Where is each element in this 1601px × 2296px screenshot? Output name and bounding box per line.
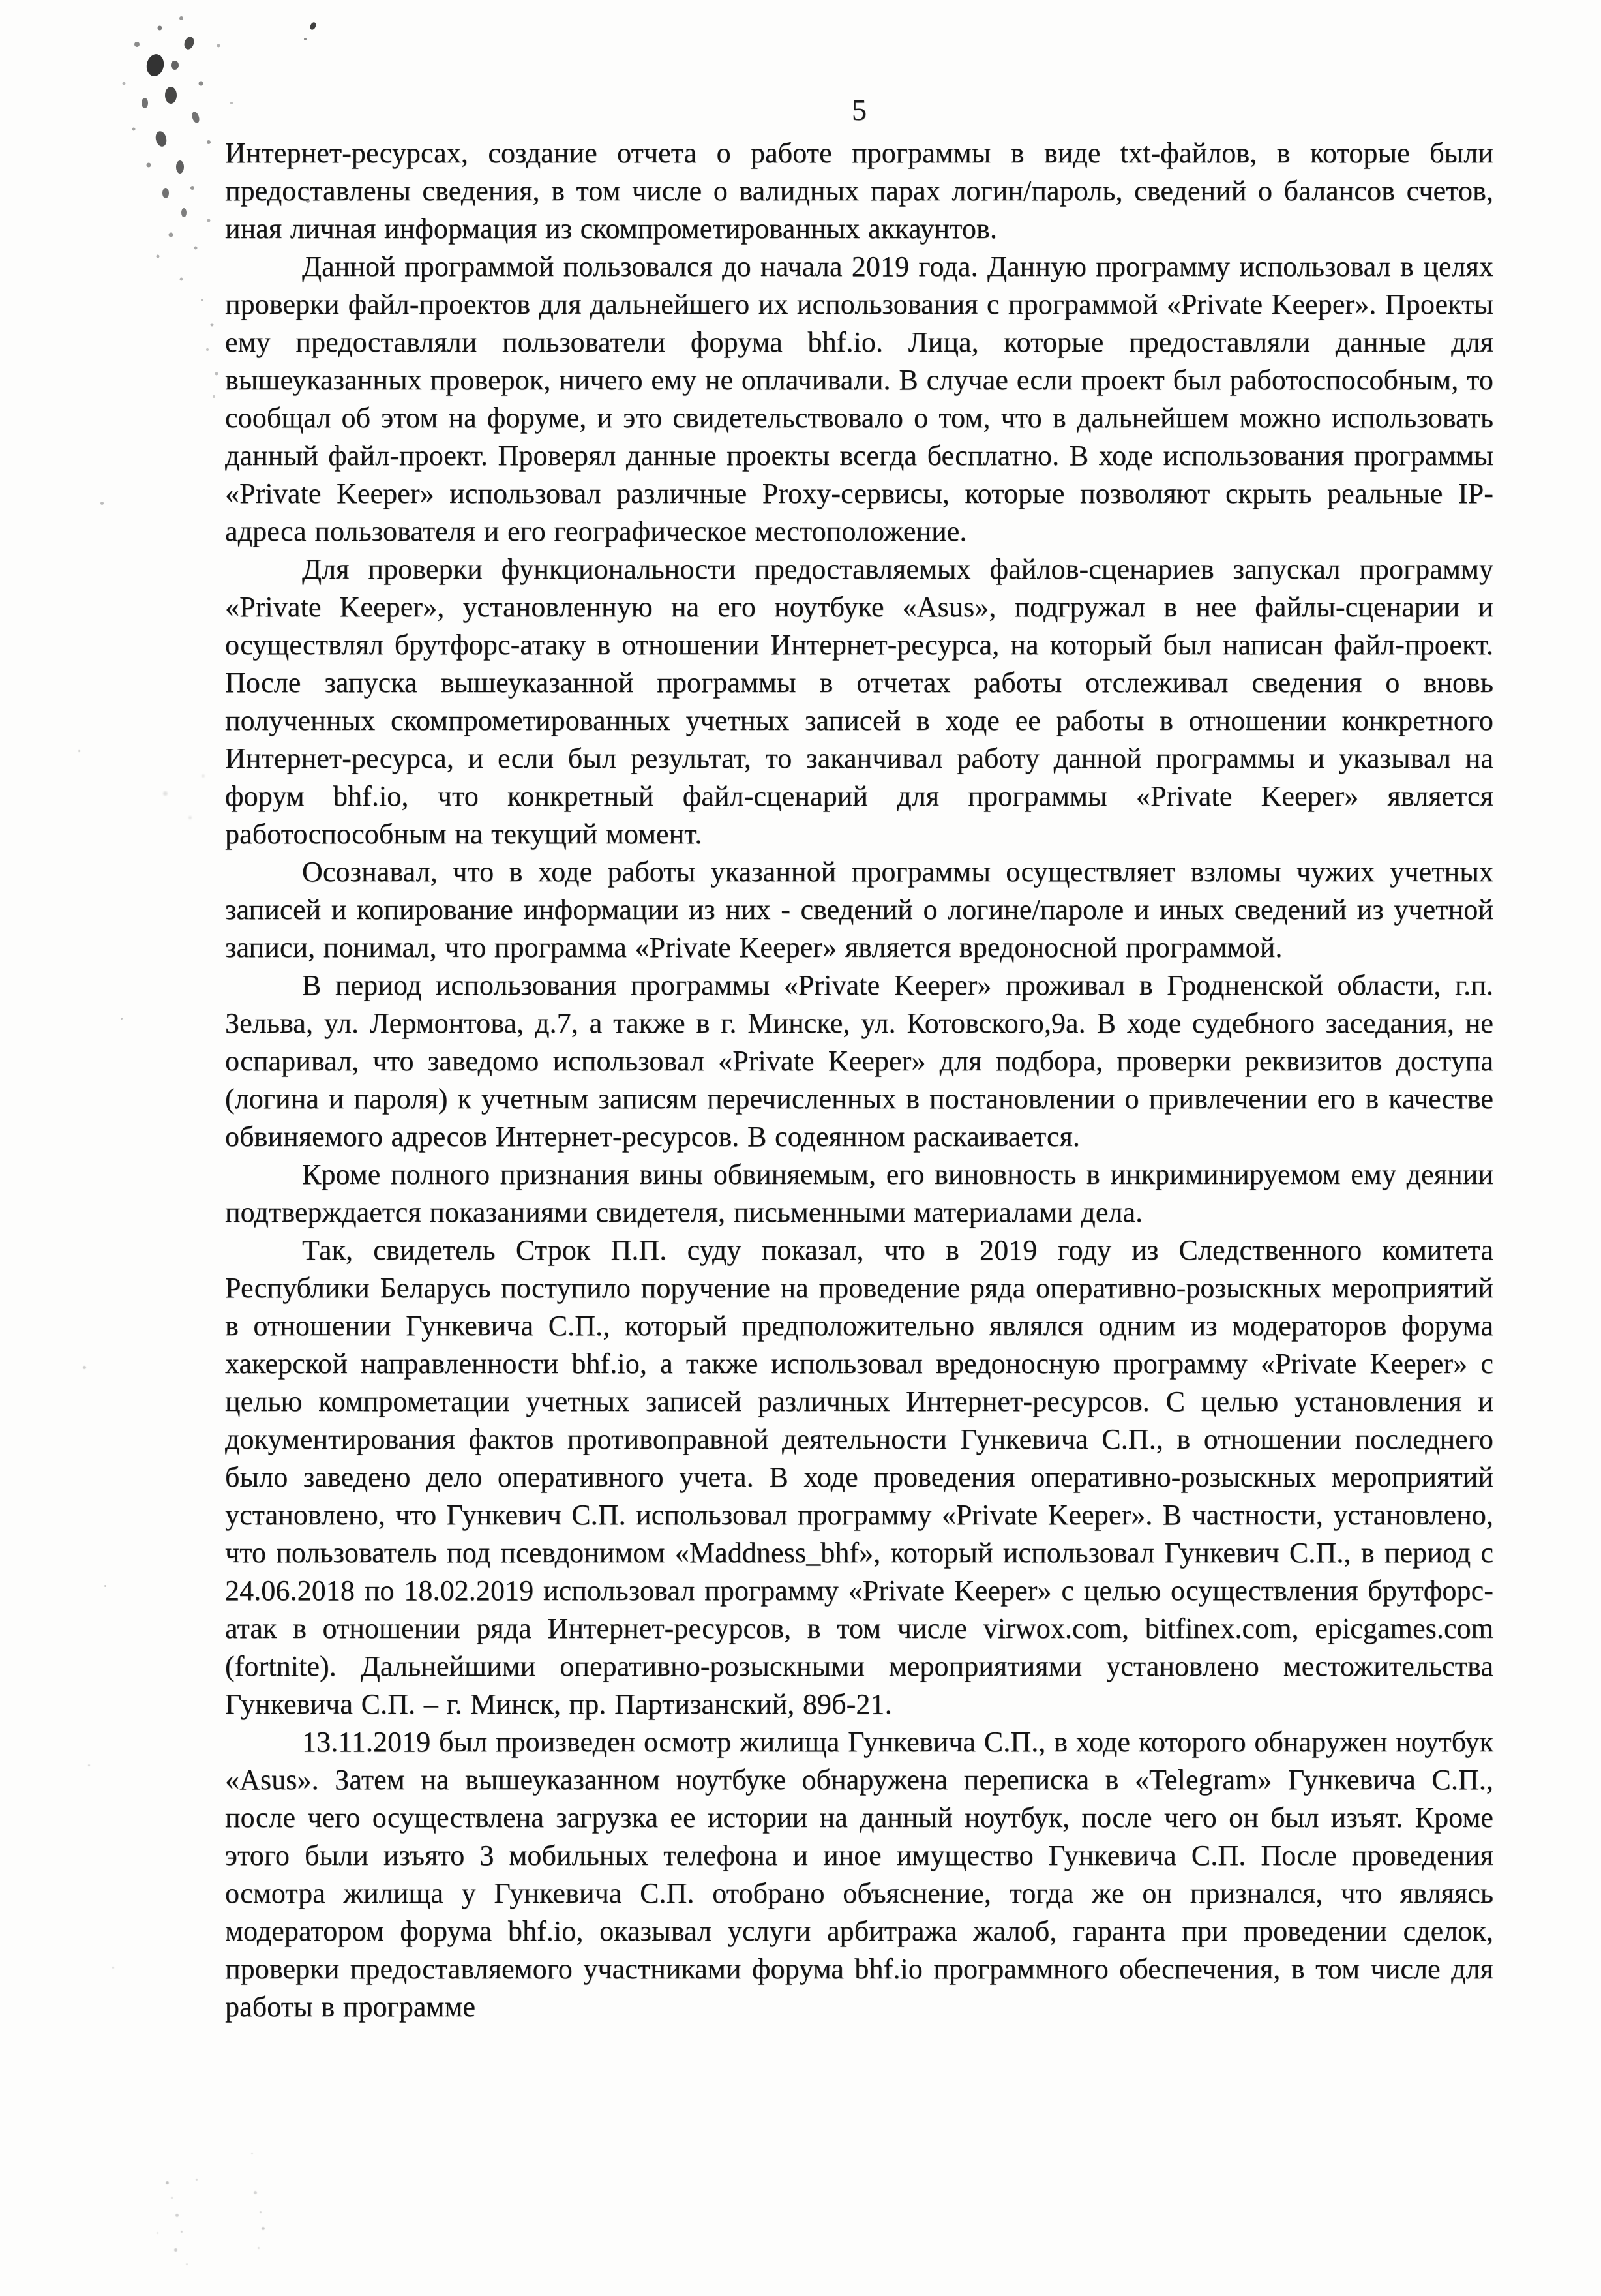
document-body bbox=[225, 134, 1493, 2026]
paragraph: Кроме полного признания вины обвиняемым, его виновность в инкриминируемом ему деянии подтверждается показаниями свидетеля, письменными материалами дела. bbox=[225, 1158, 1493, 1228]
paragraph-continuation: Интернет-ресурсах, создание отчета о работе программы в виде txt-файлов, в которые были предоставлены сведения, в том числе о валидных парах логин/пароль, сведений о балансов счетов, иная личная информация из скомпрометированных аккаунтов. bbox=[225, 137, 1493, 245]
paragraph: Осознавал, что в ходе работы указанной программы осуществляет взломы чужих учетных записей и копирование информации из них - сведений о логине/пароле и иных сведений из учетной записи, понимал, что программа «Private Keeper» является вредоносной программой. bbox=[225, 856, 1493, 963]
paragraph: Для проверки функциональности предоставляемых файлов-сценариев запускал программу «Private Keeper», установленную на его ноутбуке «Asus», подгружал в нее файлы-сценарии и осуществлял брутфорс-атаку в отношении Интернет-ресурса, на который был написан файл-проект. После запуска вышеуказанной программы в отчетах работы отслеживал сведения о вновь полученных скомпрометированных учетных записей в ходе ее работы в отношении конкретного Интернет-ресурса, и если был результат, то заканчивал работу данной программы и указывал на форум bhf.io, что конкретный файл-сценарий для программы «Private Keeper» является работоспособным на текущий момент. bbox=[225, 553, 1493, 850]
paragraph: В период использования программы «Private Keeper» проживал в Гродненской области, г.п. Зельва, ул. Лермонтова, д.7, а также в г. Минске, ул. Котовского,9а. В ходе судебного заседания, не оспаривал, что заведомо использовал «Private Keeper» для подбора, проверки реквизитов доступа (логина и пароля) к учетным записям перечисленных в постановлении о привлечении его в качестве обвиняемого адресов Интернет-ресурсов. В содеянном раскаивается. bbox=[225, 969, 1493, 1153]
paragraph: Данной программой пользовался до начала 2019 года. Данную программу использовал в целях проверки файл-проектов для дальнейшего их использования с программой «Private Keeper». Проекты ему предоставляли пользователи форума bhf.io. Лица, которые предоставляли данные для вышеуказанных проверок, ничего ему не оплачивали. В случае если проект был работоспособным, то сообщал об этом на форуме, и это свидетельствовало о том, что в дальнейшем можно использовать данный файл-проект. Проверял данные проекты всегда бесплатно. В ходе использования программы «Private Keeper» использовал различные Proxy-сервисы, которые позволяют скрыть реальные IP-адреса пользователя и его географическое местоположение. bbox=[225, 250, 1493, 547]
margin-speck-artifacts bbox=[0, 0, 2, 2]
page-number: 5 bbox=[852, 93, 867, 127]
bottom-speck-artifacts bbox=[0, 0, 2, 2]
paragraph: 13.11.2019 был произведен осмотр жилища Гункевича С.П., в ходе которого обнаружен ноутбук «Asus». Затем на вышеуказанном ноутбуке обнаружена переписка в «Telegram» Гункевича С.П., после чего осуществлена загрузка ее истории на данный ноутбук, после чего он был изъят. Кроме этого были изъято 3 мобильных телефона и иное имущество Гункевича С.П. После проведения осмотра жилища у Гункевича С.П. отобрано объяснение, тогда же он признался, что являясь модератором форума bhf.io, оказывал услуги арбитража жалоб, гаранта при проведении сделок, проверки предоставляемого участниками форума bhf.io программного обеспечения, в том числе для работы в программе bbox=[225, 1726, 1493, 2023]
paragraph: Так, свидетель Строк П.П. суду показал, что в 2019 году из Следственного комитета Республики Беларусь поступило поручение на проведение ряда оперативно-розыскных мероприятий в отношении Гункевича С.П., который предположительно являлся одним из модераторов форума хакерской направленности bhf.io, а также использовал вредоносную программу «Private Keeper» с целью компрометации учетных записей различных Интернет-ресурсов. С целью установления и документирования фактов противоправной деятельности Гункевича С.П., в отношении последнего было заведено дело оперативного учета. В ходе проведения оперативно-розыскных мероприятий установлено, что Гункевич С.П. использовал программу «Private Keeper». В частности, установлено, что пользователь под псевдонимом «Maddness_bhf», который использовал Гункевич С.П., в период с 24.06.2018 по 18.02.2019 использовал программу «Private Keeper» с целью осуществления брутфорс-атак в отношении ряда Интернет-ресурсов, в том числе virwox.com, bitfinex.com, epicgames.com (fortnite). Дальнейшими оперативно-розыскными мероприятиями установлено местожительства Гункевича С.П. – г. Минск, пр. Партизанский, 89б-21. bbox=[225, 1234, 1493, 1720]
